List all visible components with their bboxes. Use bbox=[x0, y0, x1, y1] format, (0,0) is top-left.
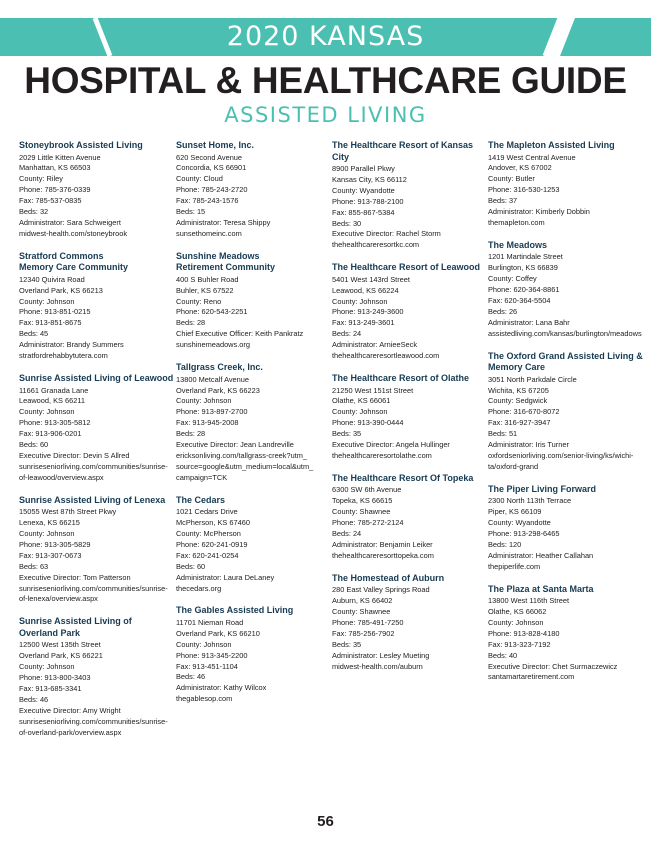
facility-detail: assistedliving.com/kansas/burlington/meadows bbox=[488, 328, 642, 338]
facility-detail: 12500 West 135th Street bbox=[19, 640, 101, 650]
facility-detail: Fax: 913-945-2008 bbox=[176, 418, 239, 428]
directory-column-3 bbox=[332, 140, 487, 683]
facility-detail: Administrator: Teresa Shippy bbox=[176, 217, 271, 227]
facility-detail: 2029 Little Kitten Avenue bbox=[19, 152, 101, 162]
facility-detail: Overland Park, KS 66223 bbox=[176, 385, 260, 395]
facility-detail: Manhattan, KS 66503 bbox=[19, 163, 91, 173]
facility-detail: sunriseseniorliving.com/communities/sunrise- of-leawood/overview.aspx bbox=[19, 461, 168, 482]
facility-detail: Piper, KS 66109 bbox=[488, 507, 542, 517]
facility-detail: Chief Executive Officer: Keith Pankratz bbox=[176, 329, 304, 339]
facility-detail: sunriseseniorliving.com/communities/sunrise- of-lenexa/overview.aspx bbox=[19, 583, 168, 604]
facility-detail: Phone: 316-530-1253 bbox=[488, 185, 560, 195]
facility-detail: 13800 West 116th Street bbox=[488, 596, 570, 606]
facility-detail: Fax: 913-685-3341 bbox=[19, 683, 82, 693]
facility-detail: 12340 Quivira Road bbox=[19, 274, 85, 284]
facility-name: Sunrise Assisted Living of Leawood bbox=[19, 373, 174, 383]
facility-detail: County: Johnson bbox=[19, 296, 75, 306]
facility-entry bbox=[488, 140, 643, 229]
facility-detail: Phone: 913-345-2200 bbox=[176, 650, 248, 660]
facility-detail: Olathe, KS 66061 bbox=[332, 396, 391, 406]
facility-entry bbox=[19, 616, 174, 738]
facility-detail: Phone: 913-828-4180 bbox=[488, 628, 560, 638]
facility-detail: Phone: 785-491-7250 bbox=[332, 617, 404, 627]
facility-name: The Homestead of Auburn bbox=[332, 572, 445, 583]
facility-entry bbox=[332, 473, 487, 562]
facility-detail: County: Sedgwick bbox=[488, 396, 548, 406]
facility-detail: County: Reno bbox=[176, 296, 222, 306]
facility-detail: themapleton.com bbox=[488, 217, 545, 227]
facility-name: Sunrise Assisted Living of Lenexa bbox=[19, 494, 166, 505]
facility-detail: Fax: 913-249-3601 bbox=[332, 318, 395, 328]
facility-entry bbox=[488, 240, 643, 340]
facility-detail: thecedars.org bbox=[176, 583, 222, 593]
facility-detail: Beds: 45 bbox=[19, 329, 49, 339]
facility-detail: Beds: 24 bbox=[332, 329, 362, 339]
facility-detail: Beds: 37 bbox=[488, 196, 518, 206]
facility-detail: County: McPherson bbox=[176, 528, 241, 538]
facility-detail: Phone: 785-272-2124 bbox=[332, 518, 404, 528]
facility-detail: Beds: 35 bbox=[332, 429, 362, 439]
banner-title: 2020 KANSAS bbox=[226, 21, 425, 52]
facility-name: Sunset Home, Inc. bbox=[176, 140, 255, 150]
facility-detail: County: Wyandotte bbox=[332, 185, 395, 195]
facility-detail: County: Johnson bbox=[488, 617, 544, 627]
facility-detail: Fax: 913-906-0201 bbox=[19, 429, 82, 439]
facility-entry bbox=[176, 140, 331, 240]
facility-detail: Phone: 620-241-0919 bbox=[176, 539, 248, 549]
facility-detail: Beds: 24 bbox=[332, 528, 362, 538]
facility-detail: County: Johnson bbox=[19, 407, 75, 417]
facility-detail: Fax: 785-256-7902 bbox=[332, 628, 395, 638]
facility-detail: Fax: 785-243-1576 bbox=[176, 196, 239, 206]
facility-detail: County: Johnson bbox=[19, 528, 75, 538]
facility-name: The Healthcare Resort of Olathe bbox=[332, 373, 470, 383]
facility-detail: Fax: 620-364-5504 bbox=[488, 295, 551, 305]
facility-name: The Piper Living Forward bbox=[488, 483, 597, 494]
facility-detail: Overland Park, KS 66210 bbox=[176, 628, 260, 638]
facility-detail: Administrator: Sara Schweigert bbox=[19, 217, 121, 227]
facility-detail: 1419 West Central Avenue bbox=[488, 152, 576, 162]
facility-detail: 280 East Valley Springs Road bbox=[332, 585, 430, 595]
facility-detail: Beds: 46 bbox=[19, 694, 49, 704]
facility-detail: Phone: 913-390-0444 bbox=[332, 418, 404, 428]
facility-detail: Executive Director: Jean Landreville bbox=[176, 440, 294, 450]
facility-detail: santamartaretirement.com bbox=[488, 672, 575, 682]
facility-entry bbox=[19, 140, 174, 240]
facility-detail: 1021 Cedars Drive bbox=[176, 507, 238, 517]
facility-detail: County: Wyandotte bbox=[488, 518, 551, 528]
facility-detail: Beds: 26 bbox=[488, 306, 518, 316]
facility-detail: Executive Director: Rachel Storm bbox=[332, 229, 441, 239]
facility-detail: Wichita, KS 67205 bbox=[488, 385, 549, 395]
facility-detail: sunriseseniorliving.com/communities/sunrise- of-overland-park/overview.aspx bbox=[19, 716, 168, 737]
facility-detail: County: Johnson bbox=[332, 407, 388, 417]
facility-detail: Topeka, KS 66615 bbox=[332, 496, 393, 506]
facility-detail: County: Cloud bbox=[176, 174, 223, 184]
facility-detail: thehealthcareresortolathe.com bbox=[332, 450, 432, 460]
facility-detail: County: Johnson bbox=[19, 662, 75, 672]
directory-column-2 bbox=[176, 140, 331, 716]
facility-detail: Beds: 60 bbox=[19, 440, 49, 450]
directory-column-1 bbox=[19, 140, 174, 749]
facility-detail: Andover, KS 67002 bbox=[488, 163, 552, 173]
facility-detail: County: Johnson bbox=[176, 396, 232, 406]
facility-detail: Phone: 913-897-2700 bbox=[176, 407, 248, 417]
facility-detail: Beds: 35 bbox=[332, 639, 362, 649]
facility-detail: Administrator: Brandy Summers bbox=[19, 340, 124, 350]
facility-detail: 13800 Metcalf Avenue bbox=[176, 374, 250, 384]
facility-detail: Phone: 785-243-2720 bbox=[176, 185, 248, 195]
facility-detail: Administrator: ArnieeSeck bbox=[332, 340, 418, 350]
facility-entry bbox=[332, 573, 487, 673]
facility-detail: Phone: 913-305-5812 bbox=[19, 418, 91, 428]
facility-detail: Executive Director: Chet Surmaczewicz bbox=[488, 661, 618, 671]
facility-detail: midwest-health.com/auburn bbox=[332, 661, 423, 671]
facility-detail: 8900 Parallel Pkwy bbox=[332, 164, 395, 173]
facility-detail: stratfordrehabbytutera.com bbox=[19, 351, 108, 361]
facility-detail: Beds: 63 bbox=[19, 561, 49, 571]
directory-column-4 bbox=[488, 140, 643, 694]
facility-detail: thehealthcareresorttopeka.com bbox=[332, 550, 434, 560]
facility-detail: Leawood, KS 66211 bbox=[19, 396, 86, 406]
facility-name: The Cedars bbox=[176, 494, 226, 505]
facility-detail: 15055 West 87th Street Pkwy bbox=[19, 507, 117, 517]
facility-entry bbox=[19, 495, 174, 606]
facility-detail: thehealthcareresortleawood.com bbox=[332, 351, 440, 361]
facility-name: The Plaza at Santa Marta bbox=[488, 583, 594, 594]
facility-detail: 21250 West 151st Street bbox=[332, 385, 414, 395]
facility-detail: Phone: 620-364-8861 bbox=[488, 285, 560, 295]
page-title: HOSPITAL & HEALTHCARE GUIDE bbox=[24, 60, 627, 101]
facility-detail: County: Butler bbox=[488, 174, 535, 184]
facility-detail: Buhler, KS 67522 bbox=[176, 285, 234, 295]
facility-detail: Fax: 855-867-5384 bbox=[332, 207, 395, 217]
facility-entry bbox=[176, 251, 331, 351]
facility-detail: 400 S Buhler Road bbox=[176, 274, 239, 284]
facility-name: Stratford Commons Memory Care Community bbox=[19, 250, 129, 273]
facility-detail: sunsethomeinc.com bbox=[176, 228, 242, 238]
facility-detail: Phone: 913-800-3403 bbox=[19, 673, 91, 683]
facility-detail: Phone: 913-249-3600 bbox=[332, 307, 404, 317]
facility-detail: Beds: 28 bbox=[176, 318, 206, 328]
facility-detail: Lenexa, KS 66215 bbox=[19, 518, 80, 528]
facility-detail: 6300 SW 6th Avenue bbox=[332, 485, 402, 495]
facility-name: The Healthcare Resort Of Topeka bbox=[332, 472, 474, 483]
facility-detail: County: Shawnee bbox=[332, 607, 391, 616]
facility-detail: 2300 North 113th Terrace bbox=[488, 496, 572, 506]
facility-detail: Fax: 785-537-0835 bbox=[19, 196, 82, 206]
facility-name: The Healthcare Resort of Leawood bbox=[332, 262, 481, 273]
facility-detail: Beds: 51 bbox=[488, 429, 518, 439]
facility-detail: Phone: 913-788-2100 bbox=[332, 196, 404, 206]
facility-detail: Olathe, KS 66062 bbox=[488, 607, 547, 616]
facility-detail: Executive Director: Tom Patterson bbox=[19, 572, 131, 582]
facility-detail: Fax: 913-323-7192 bbox=[488, 639, 551, 649]
facility-detail: McPherson, KS 67460 bbox=[176, 518, 250, 528]
facility-entry bbox=[488, 484, 643, 573]
facility-entry bbox=[176, 362, 331, 484]
facility-name: Sunrise Assisted Living of Overland Park bbox=[19, 616, 132, 638]
facility-detail: Administrator: Iris Turner bbox=[488, 440, 569, 450]
facility-detail: County: Johnson bbox=[332, 296, 388, 306]
facility-detail: thehealthcareresortkc.com bbox=[332, 240, 420, 250]
facility-detail: 11701 Nieman Road bbox=[176, 617, 244, 627]
facility-detail: ericksonliving.com/tallgrass-creek?utm_ source=google&utm_medium=local&utm_ campaign=TCK bbox=[176, 450, 314, 482]
facility-detail: Leawood, KS 66224 bbox=[332, 285, 399, 295]
facility-detail: Phone: 316-670-8072 bbox=[488, 407, 560, 417]
facility-detail: Fax: 316-927-3947 bbox=[488, 418, 551, 428]
facility-detail: Burlington, KS 66839 bbox=[488, 263, 558, 273]
facility-detail: oxfordseniorliving.com/senior-living/ks/wichi- ta/oxford-grand bbox=[488, 450, 634, 471]
facility-entry bbox=[19, 251, 174, 362]
facility-entry bbox=[176, 605, 331, 705]
facility-detail: 1201 Martindale Street bbox=[488, 252, 563, 262]
facility-detail: Beds: 120 bbox=[488, 539, 522, 549]
facility-detail: Administrator: Lana Bahr bbox=[488, 317, 570, 327]
facility-detail: Overland Park, KS 66221 bbox=[19, 651, 103, 661]
facility-detail: Executive Director: Devin S Allred bbox=[19, 450, 130, 460]
facility-detail: Phone: 913-298-6465 bbox=[488, 528, 560, 538]
facility-detail: 5401 West 143rd Street bbox=[332, 274, 410, 284]
facility-name: The Meadows bbox=[488, 239, 548, 250]
facility-name: The Gables Assisted Living bbox=[176, 605, 294, 616]
facility-name: Stoneybrook Assisted Living bbox=[19, 140, 143, 150]
facility-detail: Beds: 15 bbox=[176, 207, 206, 217]
facility-detail: Phone: 913-851-0215 bbox=[19, 307, 91, 317]
facility-detail: 620 Second Avenue bbox=[176, 152, 243, 162]
facility-entry bbox=[332, 140, 487, 251]
facility-entry bbox=[176, 495, 331, 595]
facility-detail: Phone: 913-305-5829 bbox=[19, 539, 91, 549]
facility-detail: Administrator: Benjamin Leiker bbox=[332, 539, 433, 549]
facility-detail: thegablesop.com bbox=[176, 694, 233, 704]
facility-detail: Beds: 60 bbox=[176, 561, 206, 571]
facility-detail: County: Johnson bbox=[176, 639, 232, 649]
facility-entry bbox=[332, 262, 487, 362]
facility-detail: Fax: 913-307-0673 bbox=[19, 550, 82, 560]
facility-detail: 3051 North Parkdale Circle bbox=[488, 374, 577, 384]
facility-detail: midwest-health.com/stoneybrook bbox=[19, 228, 128, 238]
facility-detail: Administrator: Kimberly Dobbin bbox=[488, 207, 590, 217]
facility-detail: Executive Director: Amy Wright bbox=[19, 705, 121, 715]
facility-entry bbox=[332, 373, 487, 462]
facility-entry bbox=[488, 351, 643, 473]
facility-name: The Healthcare Resort of Kansas City bbox=[332, 140, 474, 162]
facility-name: The Mapleton Assisted Living bbox=[488, 140, 615, 150]
facility-detail: Auburn, KS 66402 bbox=[332, 596, 393, 606]
facility-detail: Concordia, KS 66901 bbox=[176, 163, 247, 173]
facility-detail: Administrator: Kathy Wilcox bbox=[176, 683, 267, 693]
facility-detail: Fax: 620-241-0254 bbox=[176, 550, 239, 560]
facility-detail: Kansas City, KS 66112 bbox=[332, 174, 407, 184]
facility-detail: Administrator: Laura DeLaney bbox=[176, 572, 275, 582]
page-number: 56 bbox=[317, 813, 334, 830]
facility-name: Sunshine Meadows Retirement Community bbox=[176, 250, 276, 273]
facility-name: The Oxford Grand Assisted Living & Memory Care bbox=[488, 350, 643, 373]
header-banner bbox=[0, 18, 651, 56]
facility-detail: Fax: 913-851-8675 bbox=[19, 318, 82, 328]
facility-detail: Beds: 28 bbox=[176, 429, 206, 439]
facility-detail: County: Coffey bbox=[488, 274, 537, 284]
facility-name: Tallgrass Creek, Inc. bbox=[176, 362, 263, 373]
facility-detail: Beds: 40 bbox=[488, 650, 518, 660]
facility-entry bbox=[19, 373, 174, 484]
facility-detail: Beds: 46 bbox=[176, 672, 206, 682]
facility-detail: Beds: 30 bbox=[332, 218, 362, 228]
facility-detail: Executive Director: Angela Hullinger bbox=[332, 440, 450, 450]
facility-detail: Phone: 785-376-0339 bbox=[19, 185, 91, 195]
facility-detail: Overland Park, KS 66213 bbox=[19, 285, 103, 295]
facility-detail: Beds: 32 bbox=[19, 207, 49, 217]
facility-entry bbox=[488, 584, 643, 684]
facility-detail: thepiperlife.com bbox=[488, 561, 541, 571]
facility-detail: Administrator: Lesley Mueting bbox=[332, 650, 430, 660]
facility-detail: County: Riley bbox=[19, 174, 63, 184]
facility-detail: County: Shawnee bbox=[332, 507, 391, 517]
section-title: ASSISTED LIVING bbox=[224, 103, 427, 127]
facility-detail: Fax: 913-451-1104 bbox=[176, 661, 238, 671]
facility-detail: Administrator: Heather Callahan bbox=[488, 550, 594, 560]
facility-detail: Phone: 620-543-2251 bbox=[176, 307, 248, 317]
facility-detail: sunshinemeadows.org bbox=[176, 340, 250, 350]
facility-detail: 11661 Granada Lane bbox=[19, 385, 89, 395]
